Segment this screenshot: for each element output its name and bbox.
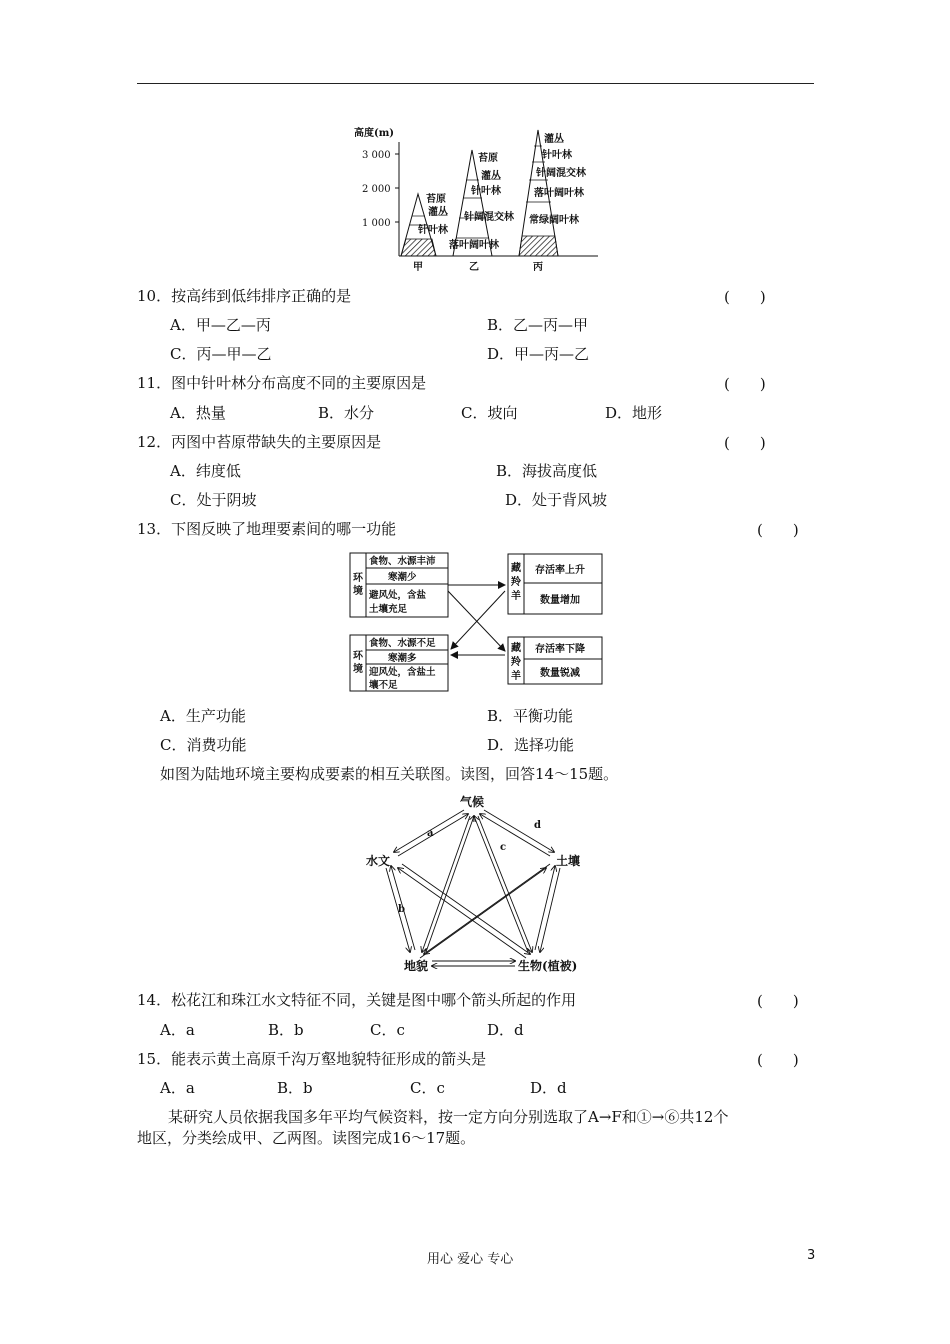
- node-soil: 土壤: [556, 854, 581, 868]
- q10-option-c: C．丙—甲—乙: [170, 345, 272, 363]
- q11-option-b: B．水分: [318, 404, 375, 422]
- top-env-shelter-2: 土壤充足: [369, 604, 408, 615]
- jia-zone-conifer: 针叶林: [418, 225, 448, 236]
- q10-option-a: A．甲—乙—丙: [170, 316, 271, 334]
- q13-stem: 13．下图反映了地理要素间的哪一功能: [137, 520, 397, 538]
- q14-answer-paren: ( ): [757, 992, 799, 1010]
- node-biology: 生物(植被): [518, 959, 578, 973]
- top-result-survival: 存活率上升: [535, 565, 585, 576]
- top-antelope-1: 藏: [511, 563, 521, 574]
- q15-option-c: C．c: [410, 1079, 445, 1097]
- q10-answer-paren: ( ): [724, 288, 766, 306]
- bottom-result-survival: 存活率下降: [535, 644, 585, 655]
- q11-option-c: C．坡向: [461, 404, 518, 422]
- bottom-result-number: 数量锐减: [540, 668, 580, 679]
- node-climate: 气候: [460, 795, 485, 809]
- bing-zone-shrub: 灌丛: [544, 134, 564, 145]
- bottom-env-label-1: 环: [353, 651, 363, 662]
- intro-q14-15: 如图为陆地环境主要构成要素的相互关联图。读图，回答14～15题。: [160, 765, 619, 783]
- arrow-label-c: c: [500, 842, 507, 853]
- element-relationship-figure: [360, 792, 600, 974]
- q12-option-a: A．纬度低: [170, 462, 241, 480]
- bottom-antelope-1: 藏: [511, 643, 521, 654]
- q14-stem: 14．松花江和珠江水文特征不同，关键是图中哪个箭头所起的作用: [137, 991, 577, 1009]
- q11-answer-paren: ( ): [724, 375, 766, 393]
- top-env-shelter-1: 避风处，含盐: [369, 590, 427, 601]
- footer-slogan: 用心 爱心 专心: [427, 1252, 514, 1267]
- q11-option-a: A．热量: [170, 404, 226, 422]
- label-bing: 丙: [533, 262, 543, 272]
- bottom-antelope-2: 羚: [511, 657, 521, 668]
- arrow-label-b: b: [398, 904, 405, 915]
- q15-option-b: B．b: [277, 1079, 313, 1097]
- q10-option-d: D．甲—丙—乙: [487, 345, 590, 363]
- jia-zone-shrub: 灌丛: [428, 207, 448, 218]
- q13-option-c: C．消费功能: [160, 736, 247, 754]
- bottom-env-windward-2: 壤不足: [369, 680, 398, 691]
- q14-option-d: D．d: [487, 1021, 524, 1039]
- q11-stem: 11．图中针叶林分布高度不同的主要原因是: [137, 374, 427, 392]
- bing-zone-deciduous: 落叶阔叶林: [534, 188, 584, 199]
- label-yi: 乙: [469, 262, 479, 272]
- intro-q16-17-line1: 某研究人员依据我国多年平均气候资料，按一定方向分别选取了A→F和①→⑥共12个: [168, 1108, 729, 1126]
- top-antelope-3: 羊: [511, 591, 521, 602]
- label-jia: 甲: [413, 262, 423, 272]
- yi-zone-shrub: 灌丛: [481, 171, 501, 182]
- q12-option-d: D．处于背风坡: [505, 491, 608, 509]
- bing-zone-mixed: 针阔混交林: [536, 168, 586, 179]
- q13-option-a: A．生产功能: [160, 707, 246, 725]
- tick-2000: 2 000: [362, 184, 391, 195]
- q14-option-a: A．a: [160, 1021, 195, 1039]
- jia-zone-tundra: 苔原: [426, 194, 446, 205]
- header-rule: [137, 83, 814, 84]
- node-hydrology: 水文: [366, 854, 391, 868]
- q13-option-b: B．平衡功能: [487, 707, 574, 725]
- bottom-env-coldwave: 寒潮多: [388, 653, 417, 664]
- q12-option-c: C．处于阴坡: [170, 491, 257, 509]
- q12-stem: 12．丙图中苔原带缺失的主要原因是: [137, 433, 382, 451]
- q14-option-b: B．b: [268, 1021, 304, 1039]
- q10-option-b: B．乙—丙—甲: [487, 316, 589, 334]
- yi-zone-deciduous: 落叶阔叶林: [449, 240, 499, 251]
- q10-stem: 10．按高纬到低纬排序正确的是: [137, 287, 352, 305]
- bing-zone-evergreen: 常绿阔叶林: [529, 215, 579, 226]
- q13-option-d: D．选择功能: [487, 736, 575, 754]
- antelope-environment-figure: [348, 551, 606, 695]
- page-number: 3: [807, 1248, 816, 1263]
- q15-answer-paren: ( ): [757, 1051, 799, 1069]
- q14-option-c: C．c: [370, 1021, 405, 1039]
- q15-option-a: A．a: [160, 1079, 195, 1097]
- q12-answer-paren: ( ): [724, 434, 766, 452]
- bing-zone-conifer: 针叶林: [542, 150, 572, 161]
- top-env-label-2: 境: [353, 586, 363, 597]
- top-result-number: 数量增加: [540, 595, 580, 606]
- top-antelope-2: 羚: [511, 577, 521, 588]
- intro-q16-17-line2: 地区，分类绘成甲、乙两图。读图完成16～17题。: [137, 1129, 476, 1147]
- yi-zone-mixed: 针阔混交林: [464, 212, 514, 223]
- top-env-coldwave: 寒潮少: [388, 572, 417, 583]
- bottom-antelope-3: 羊: [511, 671, 521, 682]
- q15-option-d: D．d: [530, 1079, 567, 1097]
- tick-3000: 3 000: [362, 150, 391, 161]
- bottom-env-windward-1: 迎风处，含盐土: [369, 667, 436, 678]
- mountain-zonation-figure: [352, 122, 602, 272]
- yi-zone-conifer: 针叶林: [471, 186, 501, 197]
- q12-option-b: B．海拔高度低: [496, 462, 598, 480]
- yi-zone-tundra: 苔原: [478, 153, 498, 164]
- top-env-food: 食物、水源丰沛: [369, 556, 436, 567]
- arrow-label-a: a: [427, 828, 434, 839]
- top-env-label-1: 环: [353, 573, 363, 584]
- node-landform: 地貌: [404, 959, 429, 973]
- q13-answer-paren: ( ): [757, 521, 799, 539]
- bottom-env-food: 食物、水源不足: [369, 638, 436, 649]
- arrow-label-d: d: [534, 820, 541, 831]
- q15-stem: 15．能表示黄土高原千沟万壑地貌特征形成的箭头是: [137, 1050, 487, 1068]
- tick-1000: 1 000: [362, 218, 391, 229]
- bottom-env-label-2: 境: [353, 664, 363, 675]
- q11-option-d: D．地形: [605, 404, 663, 422]
- y-axis-label: 高度(m): [354, 128, 395, 139]
